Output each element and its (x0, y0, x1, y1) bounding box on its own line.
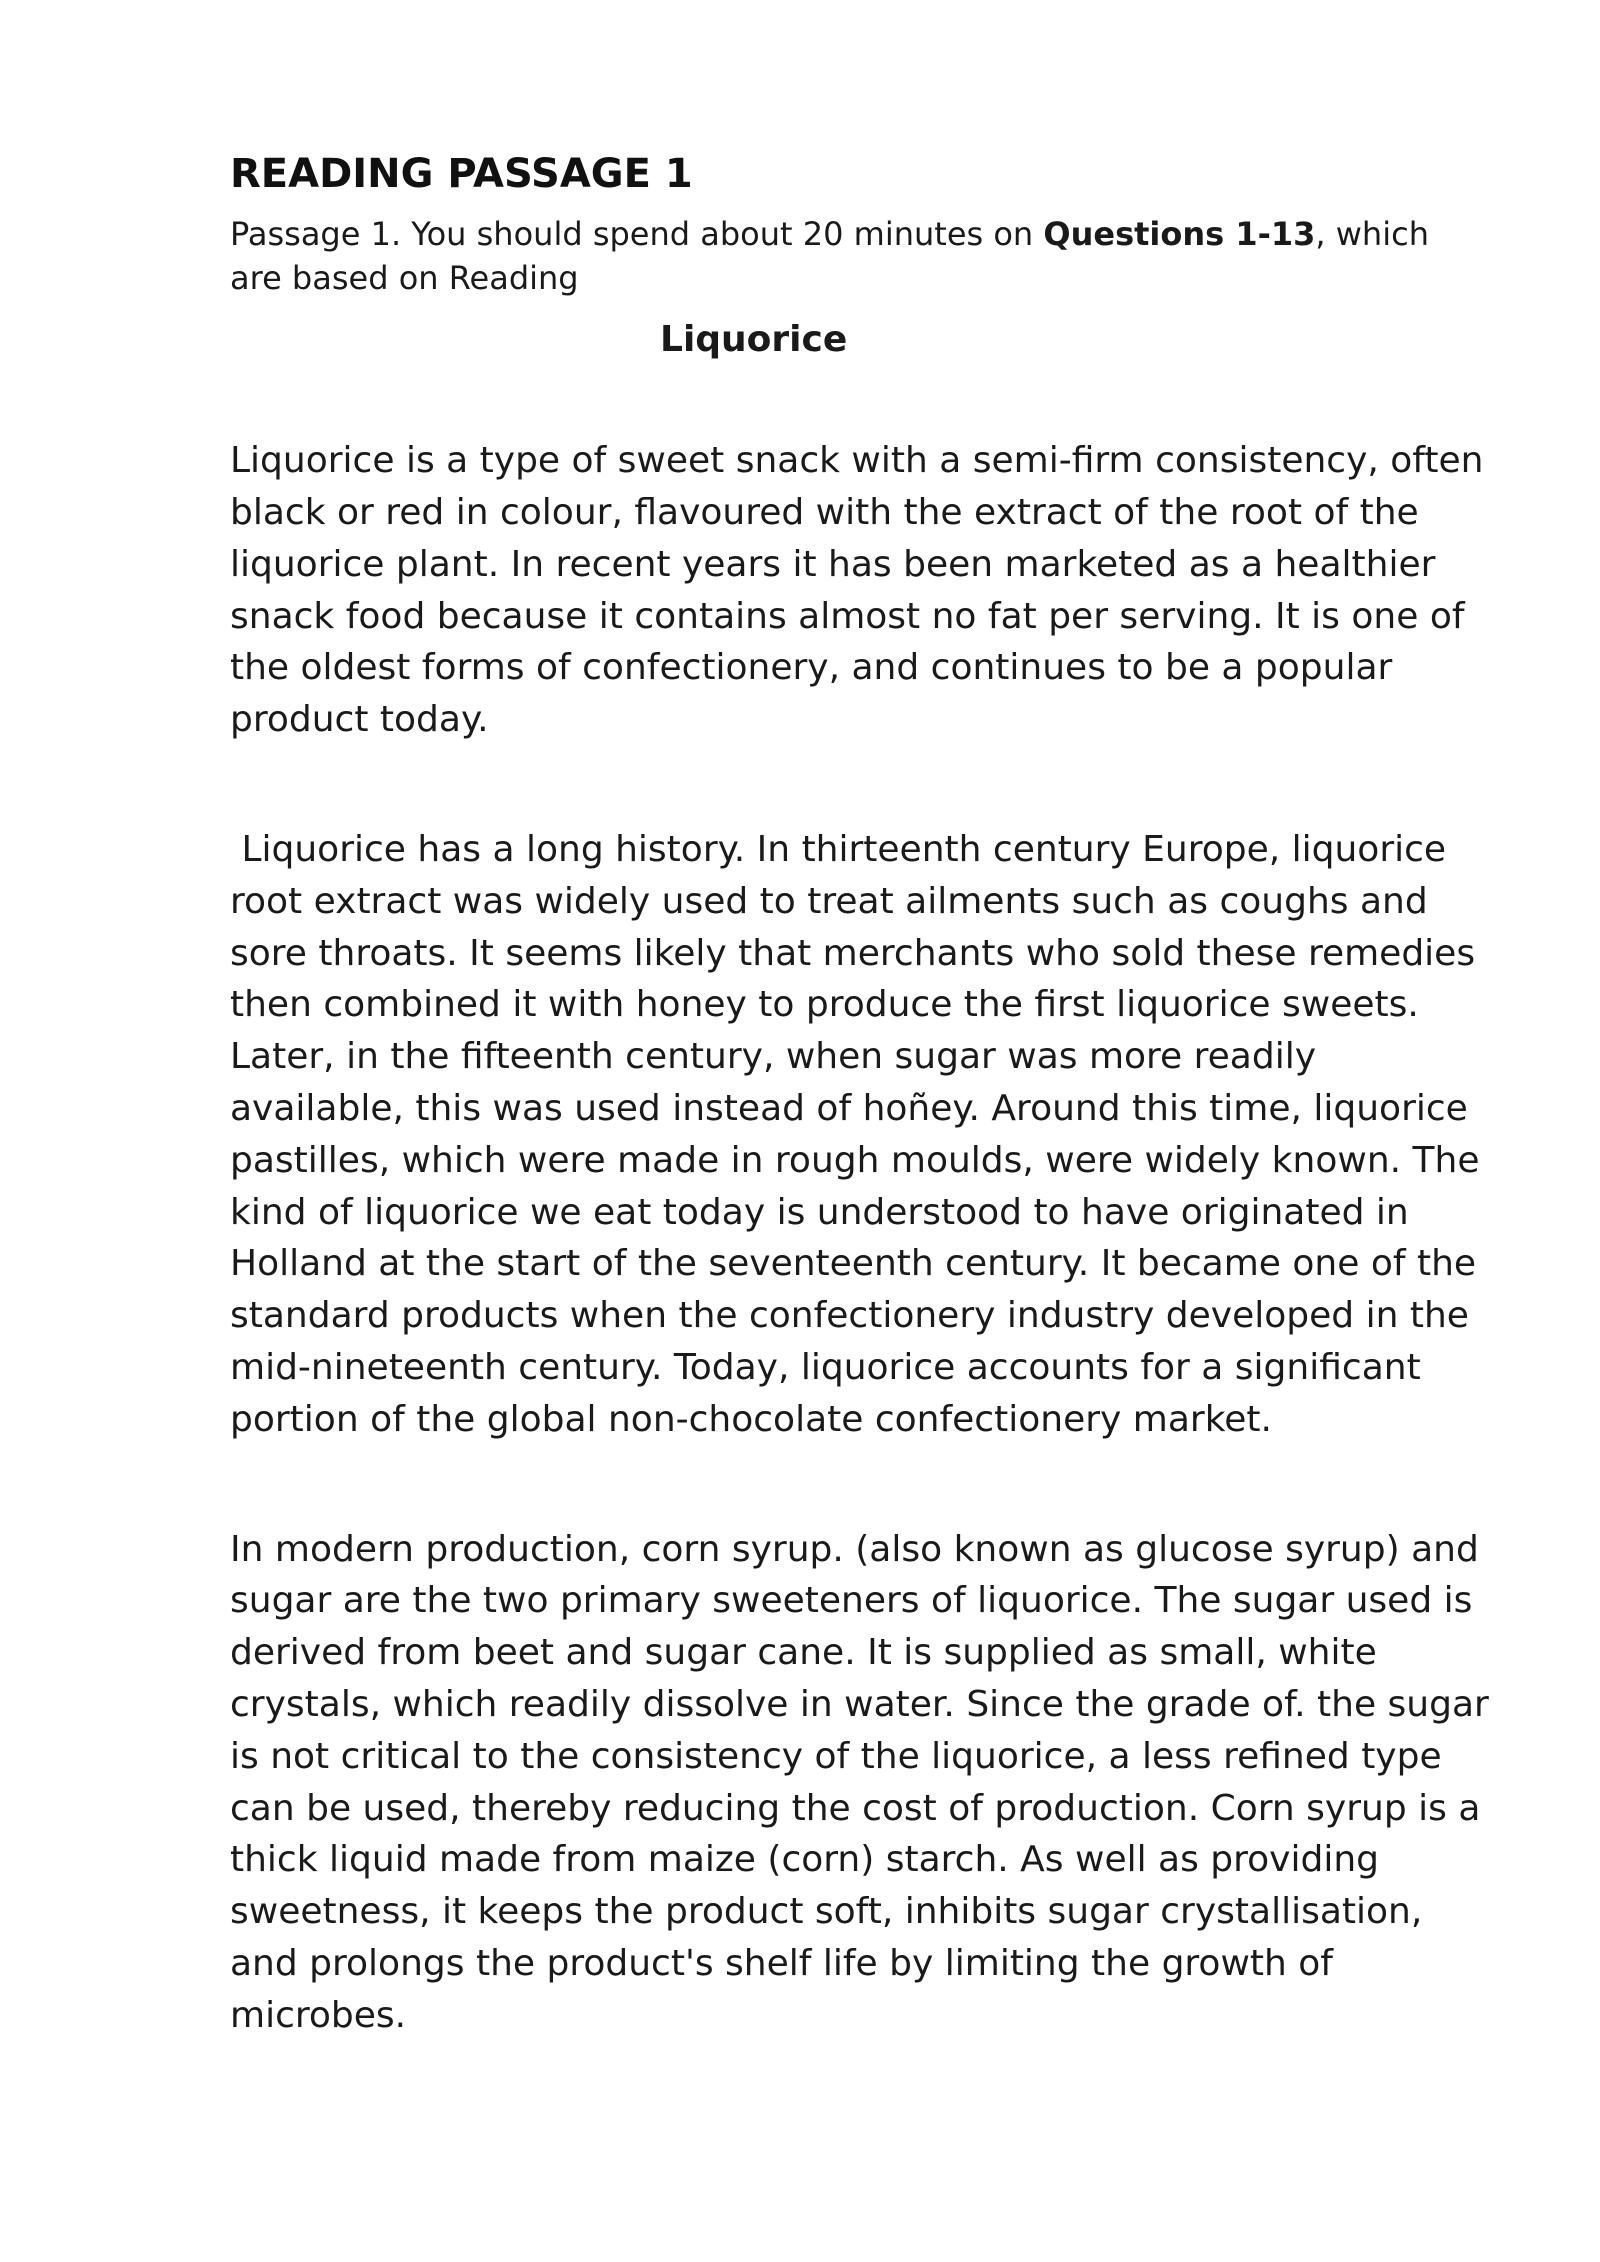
instructions-text-end: , which are based on Reading (230, 215, 1429, 297)
passage-heading: READING PASSAGE 1 (230, 151, 693, 197)
paragraph-2: Liquorice has a long history. In thirteenth century Europe, liquorice root extract was widely used to treat ailments such as coughs and sore throats. It seems likely that merchants who sold these remedies then combined it with honey to produce the first liquorice sweets. Later, in the fifteenth century, when sugar was more readily available, this was used instead of hoñey. Around this time, liquorice pastilles, which were made in rough moulds, were widely known. The kind of liquorice we eat today is understood to have originated in Holland at the start of the seventeenth century. It became one of the standard products when the confectionery industry developed in the mid-nineteenth century. Today, liquorice accounts for a significant portion of the global non-chocolate confectionery market. (230, 828, 1491, 1440)
instructions-text-start: Passage 1. You should spend about 20 minutes on (230, 215, 1044, 253)
reading-passage-page (230, 150, 1500, 2042)
paragraph-1: Liquorice is a type of sweet snack with a semi-firm consistency, often black or red in colour, flavoured with the extract of the root of the liquorice plant. In recent years it has been marketed as a healthier snack food because it contains almost no fat per serving. It is one of the oldest forms of confectionery, and continues to be a popular product today. (230, 440, 1495, 741)
passage-instructions (230, 212, 1430, 300)
paragraph-3: In modern production, corn syrup. (also known as glucose syrup) and sugar are the two primary sweeteners of liquorice. The sugar used is derived from beet and sugar cane. It is supplied as small, white crystals, which readily dissolve in water. Since the grade of. the sugar is not critical to the consistency of the liquorice, a less refined type can be used, thereby reducing the cost of production. Corn syrup is a thick liquid made from maize (corn) starch. As well as providing sweetness, it keeps the product soft, inhibits sugar crystallisation, and prolongs the product's shelf life by limiting the growth of microbes. (230, 1528, 1501, 2036)
passage-title: Liquorice (660, 319, 848, 360)
instructions-questions-range: Questions 1-13 (1043, 215, 1316, 253)
